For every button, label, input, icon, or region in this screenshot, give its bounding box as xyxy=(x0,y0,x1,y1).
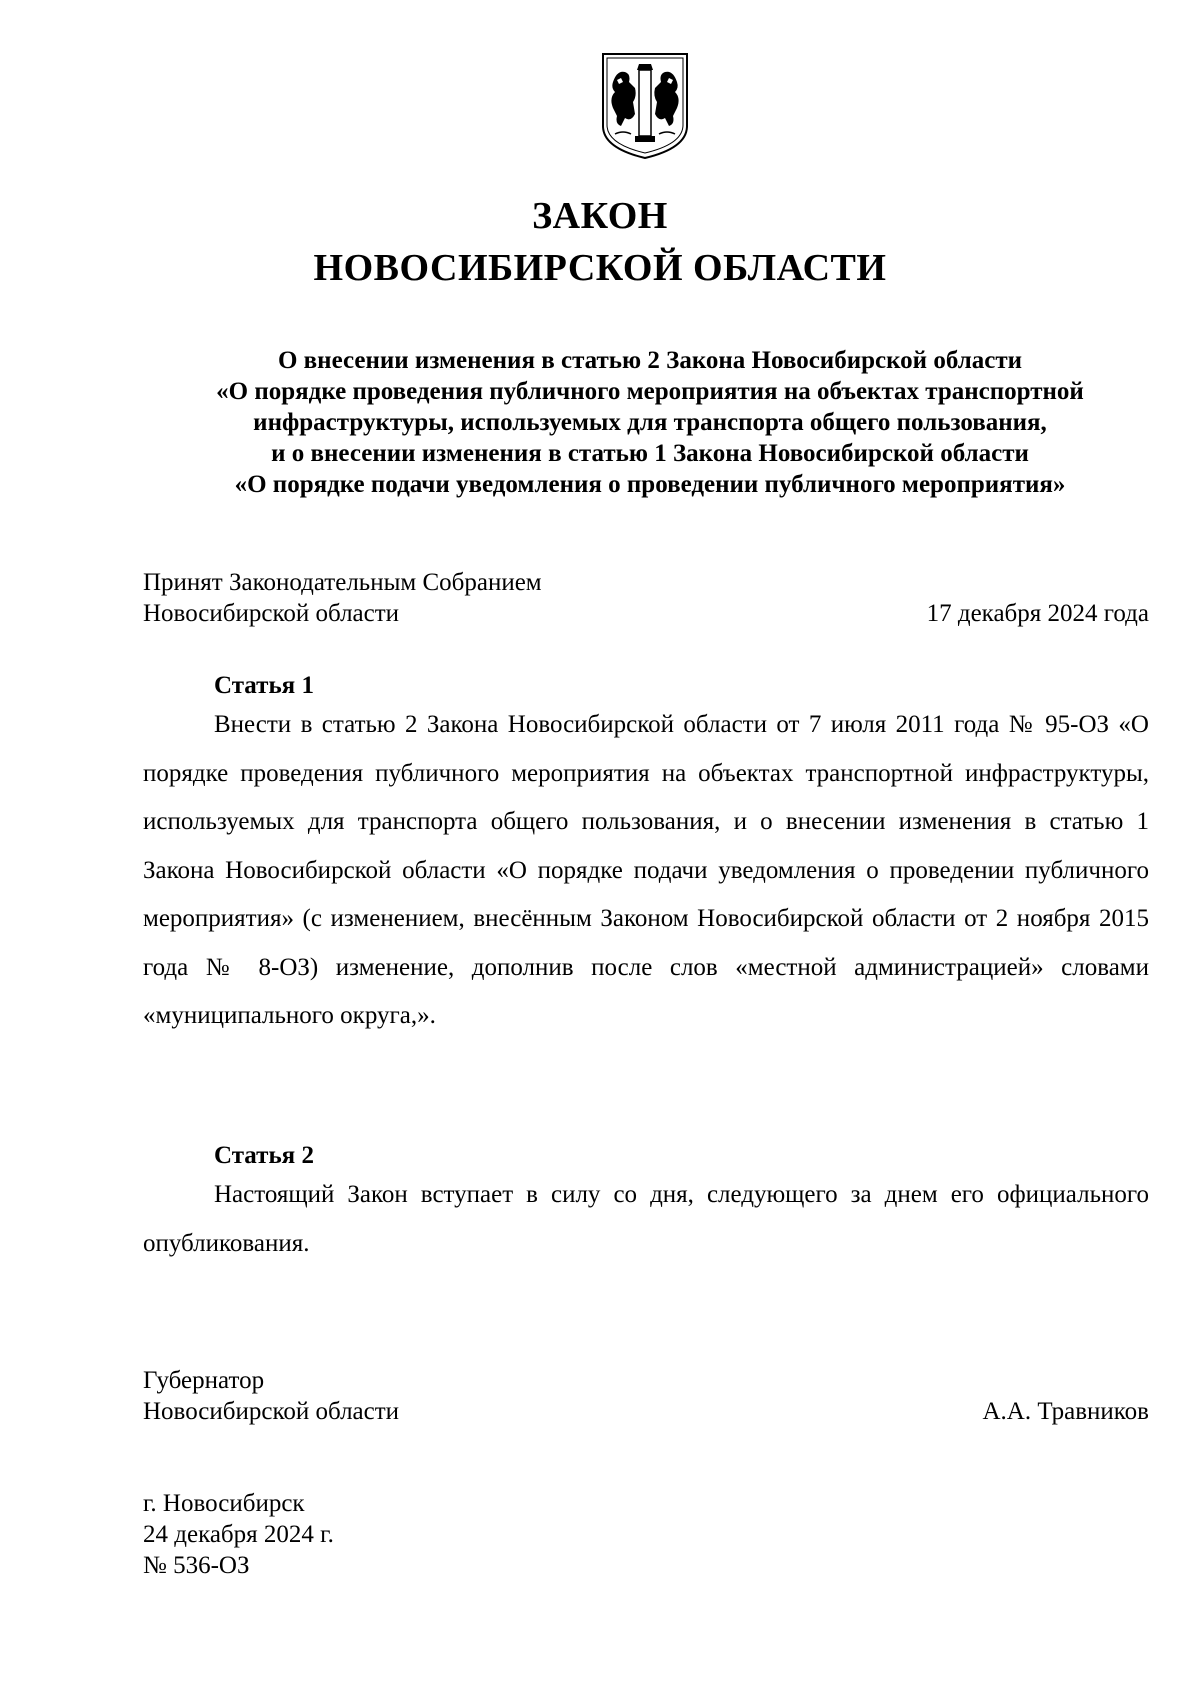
document-footer xyxy=(143,1488,334,1581)
footer-number: № 536-ОЗ xyxy=(143,1552,250,1579)
article1-text: Внести в статью 2 Закона Новосибирской области от 7 июля 2011 года № 95-ОЗ «О порядке проведения публичного мероприятия на объектах транспортной инфраструктуры, используемых для транспорта общего пользования, и о внесении изменения в статью 1 Закона Новосибирской области «О порядке подачи уведомления о проведении публичного мероприятия» (с изменением, внесённым Законом Новосибирской области от 2 ноября 2015 года № 8-ОЗ) изменение, дополнив после слов «местной администрацией» словами «муниципального округа,». xyxy=(143,711,1149,1029)
footer-city: г. Новосибирск xyxy=(143,1490,305,1517)
adopted-line2: Новосибирской области xyxy=(143,600,400,627)
adopted-line1: Принят Законодательным Собранием xyxy=(143,569,542,596)
article2-text: Настоящий Закон вступает в силу со дня, следующего за днем его официального опубликования. xyxy=(143,1181,1149,1257)
heading-line: «О порядке подачи уведомления о проведении публичного мероприятия» xyxy=(234,471,1066,498)
signature-position-line2: Новосибирской области xyxy=(143,1398,400,1425)
heading-line: «О порядке проведения публичного мероприятия на объектах транспортной xyxy=(216,378,1084,405)
document-title-line1: ЗАКОН xyxy=(532,195,668,237)
heading-line: и о внесении изменения в статью 1 Закона Новосибирской области xyxy=(271,440,1029,467)
footer-date: 24 декабря 2024 г. xyxy=(143,1521,334,1548)
signature-position-line1: Губернатор xyxy=(143,1367,265,1394)
document-heading xyxy=(100,345,1200,500)
document-title-line2: НОВОСИБИРСКОЙ ОБЛАСТИ xyxy=(313,247,887,289)
article2-heading: Статья 2 xyxy=(214,1142,314,1169)
coat-of-arms-icon xyxy=(601,52,689,160)
adopted-by xyxy=(143,567,542,629)
article1-heading: Статья 1 xyxy=(214,672,314,699)
adopted-date: 17 декабря 2024 года xyxy=(926,600,1149,627)
signature-name: А.А. Травников xyxy=(982,1398,1149,1425)
heading-line: О внесении изменения в статью 2 Закона Новосибирской области xyxy=(277,347,1023,374)
signature-position xyxy=(143,1365,399,1427)
heading-line: инфраструктуры, используемых для транспорта общего пользования, xyxy=(253,409,1047,436)
